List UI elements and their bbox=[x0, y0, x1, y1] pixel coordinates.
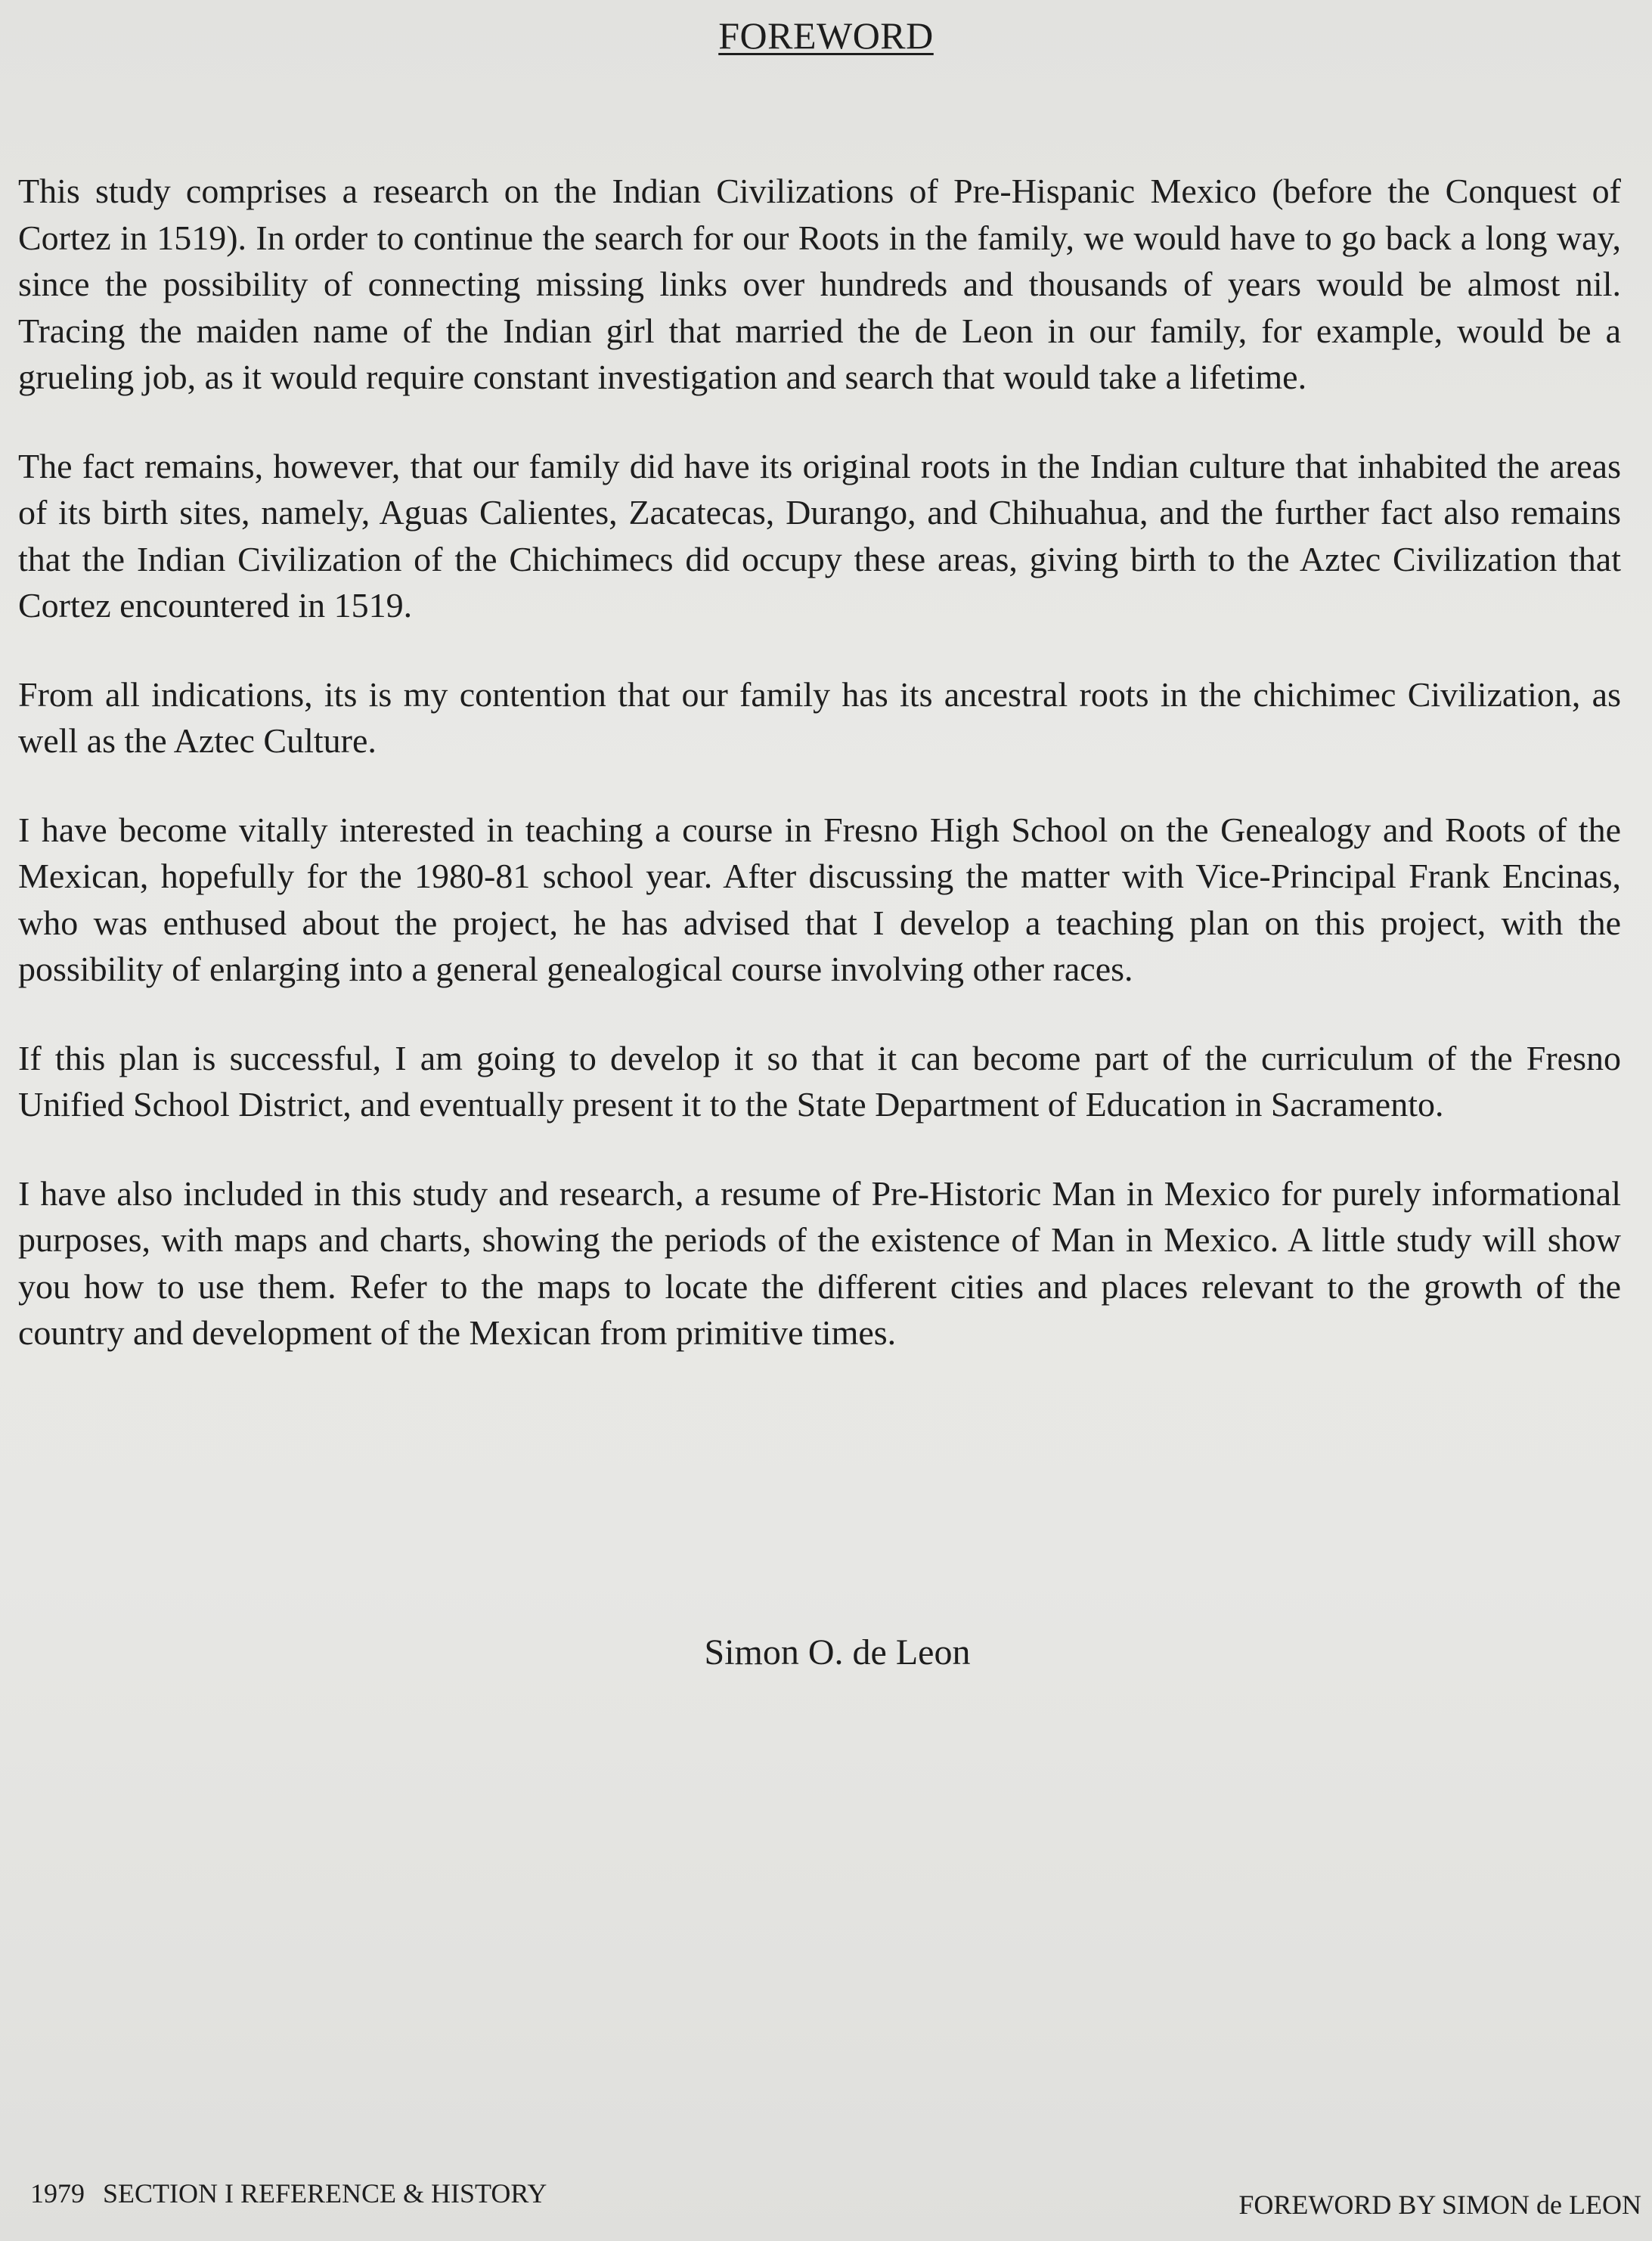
footer-section: SECTION I REFERENCE & HISTORY bbox=[103, 2178, 547, 2208]
author-signature: Simon O. de Leon bbox=[704, 1632, 971, 1672]
paragraph-6: I have also included in this study and research, a resume of Pre-Historic Man in Mexico for purely informational purposes, with maps and charts, showing the periods of the existence of Man in Mexico. A little study will show you how to use them. Refer to the maps to locate the different cities and places relevant to the growth of the country and development of the Mexican from primitive times. bbox=[18, 1173, 1621, 1352]
paragraph-3: From all indications, its is my contention that our family has its ancestral roots in the chichimec Civilization, as well as the Aztec Culture. bbox=[18, 674, 1621, 760]
paragraph-5: If this plan is successful, I am going to develop it so that it can become part of the curriculum of the Fresno Unified School District, and eventually present it to the State Department of Education in Sacramento. bbox=[18, 1038, 1621, 1124]
footer-right: FOREWORD BY SIMON de LEON bbox=[1238, 2190, 1641, 2220]
footer-left bbox=[30, 2177, 547, 2209]
footer-year: 1979 bbox=[30, 2178, 85, 2208]
foreword-body bbox=[18, 168, 1621, 1399]
page-title: FOREWORD bbox=[718, 14, 934, 57]
paragraph-1: This study comprises a research on the Indian Civilizations of Pre-Hispanic Mexico (before the Conquest of Cortez in 1519). In order to continue the search for our Roots in the family, we would have to go back a long way, since the possibility of connecting missing links over hundreds and thousands of years would be almost nil. Tracing the maiden name of the Indian girl that married the de Leon in our family, for example, would be a grueling job, as it would require constant investigation and search that would take a lifetime. bbox=[18, 172, 1621, 396]
paragraph-4: I have become vitally interested in teaching a course in Fresno High School on the Genealogy and Roots of the Mexican, hopefully for the 1980-81 school year. After discussing the matter with Vice-Principal Frank Encinas, who was enthused about the project, he has advised that I develop a teaching plan on this project, with the possibility of enlarging into a general genealogical course involving other races. bbox=[18, 810, 1621, 988]
paragraph-2: The fact remains, however, that our family did have its original roots in the Indian culture that inhabited the areas of its birth sites, namely, Aguas Calientes, Zacatecas, Durango, and Chihuahua, and the further fact also remains that the Indian Civilization of the Chichimecs did occupy these areas, giving birth to the Aztec Civilization that Cortez encountered in 1519. bbox=[18, 446, 1621, 625]
